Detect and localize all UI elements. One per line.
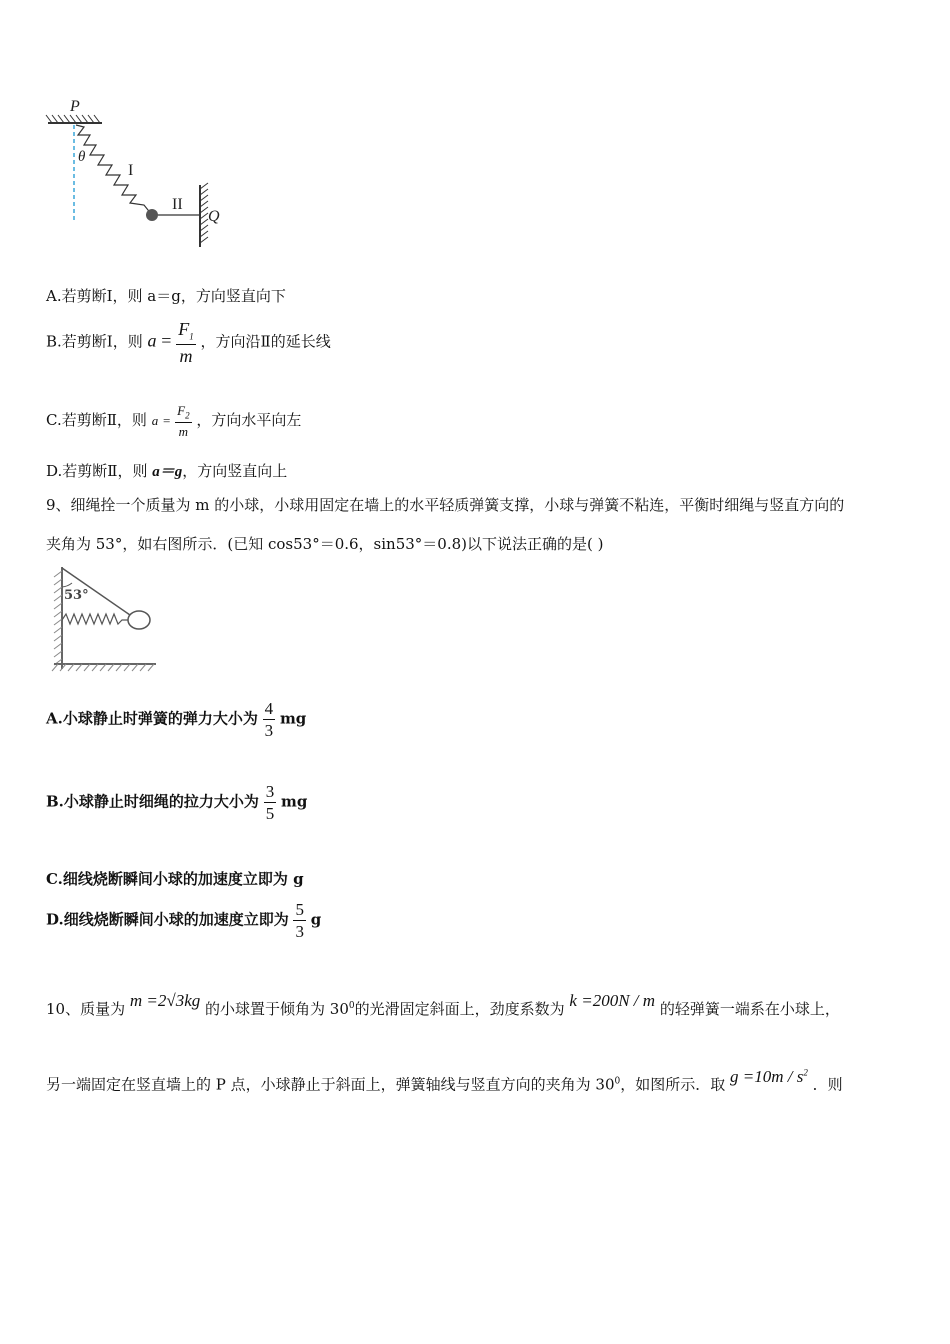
q9-option-d-fraction xyxy=(293,901,306,940)
q10-g-formula xyxy=(730,1067,808,1086)
label-q: Q xyxy=(208,208,220,225)
label-theta: θ xyxy=(78,149,86,165)
q8-option-b-num: F xyxy=(178,319,190,339)
q9-option-d-num: 5 xyxy=(295,900,304,919)
q10-line2-post: ．则 xyxy=(812,1075,843,1094)
q10-stem-line1 xyxy=(46,986,840,1029)
q8-option-c-den: m xyxy=(178,424,189,440)
q8-option-c-post: ，方向水平向左 xyxy=(196,411,302,429)
q8-option-a xyxy=(46,285,286,306)
q10-line2-mid: ，如图所示．取 xyxy=(620,1075,726,1094)
q8-option-b-den: m xyxy=(179,345,193,366)
spring-figure-pq xyxy=(40,95,240,255)
q8-option-c-fraction xyxy=(175,404,191,439)
q9-option-c xyxy=(46,868,304,889)
q8-option-b-eq: = xyxy=(161,330,172,351)
q9-option-a xyxy=(46,700,306,739)
q9-option-a-den: 3 xyxy=(264,721,274,740)
q8-option-b-num-sub: 1 xyxy=(189,331,194,342)
q8-option-d-post: ，方向竖直向上 xyxy=(182,462,288,480)
q8-option-b-fraction xyxy=(176,320,196,365)
q9-option-a-pre: A.小球静止时弹簧的弹力大小为 xyxy=(46,709,258,728)
q8-option-d-formula: a＝g xyxy=(152,464,183,480)
q8-option-d-pre: D.若剪断Ⅱ，则 xyxy=(46,462,148,480)
q9-stem-line2-text: 夹角为 53°，如右图所示．(已知 cos53°＝0.6，sin53°＝0.8)以下说法正确的是( ) xyxy=(46,535,604,553)
q9-option-b xyxy=(46,783,307,822)
ball-spring-wall-figure xyxy=(44,563,164,678)
q10-mid1: 的小球置于倾角为 30 xyxy=(205,1000,349,1018)
q9-option-d-den: 3 xyxy=(295,922,304,941)
label-spring-ii: II xyxy=(172,196,183,213)
q10-line2-pre: 另一端固定在竖直墙上的 P 点，小球静止于斜面上，弹簧轴线与竖直方向的夹角为 30 xyxy=(46,1075,615,1094)
label-spring-i: I xyxy=(128,162,134,179)
q8-option-c-num: F xyxy=(177,402,186,418)
q10-k-formula: k =200N / m xyxy=(569,991,656,1010)
q9-option-c-text: C.细线烧断瞬间小球的加速度立即为 g xyxy=(46,870,304,888)
q9-stem-line1-text: 9、细绳拴一个质量为 m 的小球，小球用固定在墙上的水平轻质弹簧支撑，小球与弹簧不粘连，平衡时细绳与竖直方向的 xyxy=(46,496,845,514)
q8-option-b-pre: B.若剪断Ⅰ，则 xyxy=(46,332,143,351)
q9-option-b-num: 3 xyxy=(265,782,275,801)
q10-line2-sup: 0 xyxy=(614,1076,621,1087)
q9-option-a-post: mg xyxy=(279,709,307,728)
q8-option-b-post: ，方向沿Ⅱ的延长线 xyxy=(200,332,331,351)
q9-option-b-den: 5 xyxy=(265,804,275,823)
q10-mid2: 的光滑固定斜面上，劲度系数为 xyxy=(354,1000,565,1018)
label-p: P xyxy=(70,98,80,115)
angle-label-53: 53° xyxy=(64,588,89,603)
q8-option-b-a: a xyxy=(147,330,157,351)
q10-stem-line2 xyxy=(46,1060,843,1105)
q9-stem-line2 xyxy=(46,533,603,554)
q9-option-a-num: 4 xyxy=(264,699,274,718)
q9-option-d-post: g xyxy=(310,910,322,929)
q9-stem-line1 xyxy=(46,494,844,515)
q8-option-c xyxy=(46,400,301,441)
q9-option-b-fraction xyxy=(264,783,277,822)
q8-option-a-text: A.若剪断Ⅰ，则 a＝g，方向竖直向下 xyxy=(46,287,286,305)
q8-option-b xyxy=(46,320,331,365)
q9-option-a-fraction xyxy=(263,700,276,739)
q10-g-formula-text: g =10m / s xyxy=(730,1066,804,1086)
q9-option-d xyxy=(46,901,321,940)
q10-pre: 10、质量为 xyxy=(46,1000,126,1018)
q9-option-d-pre: D.细线烧断瞬间小球的加速度立即为 xyxy=(46,910,289,929)
q8-option-d xyxy=(46,460,287,481)
q8-option-c-a: a xyxy=(151,413,159,428)
q10-g-sup: 2 xyxy=(803,1067,808,1077)
q9-option-b-post: mg xyxy=(280,792,308,811)
q10-mass-formula: m =2√3kg xyxy=(129,991,201,1010)
q8-option-c-pre: C.若剪断Ⅱ，则 xyxy=(46,411,147,429)
q8-option-c-eq: = xyxy=(162,413,171,428)
q10-deg-sup: 0 xyxy=(348,1001,355,1011)
q9-option-b-pre: B.小球静止时细绳的拉力大小为 xyxy=(46,792,259,811)
q10-post1: 的轻弹簧一端系在小球上， xyxy=(659,1000,840,1018)
q8-option-c-num-sub: 2 xyxy=(185,410,190,421)
